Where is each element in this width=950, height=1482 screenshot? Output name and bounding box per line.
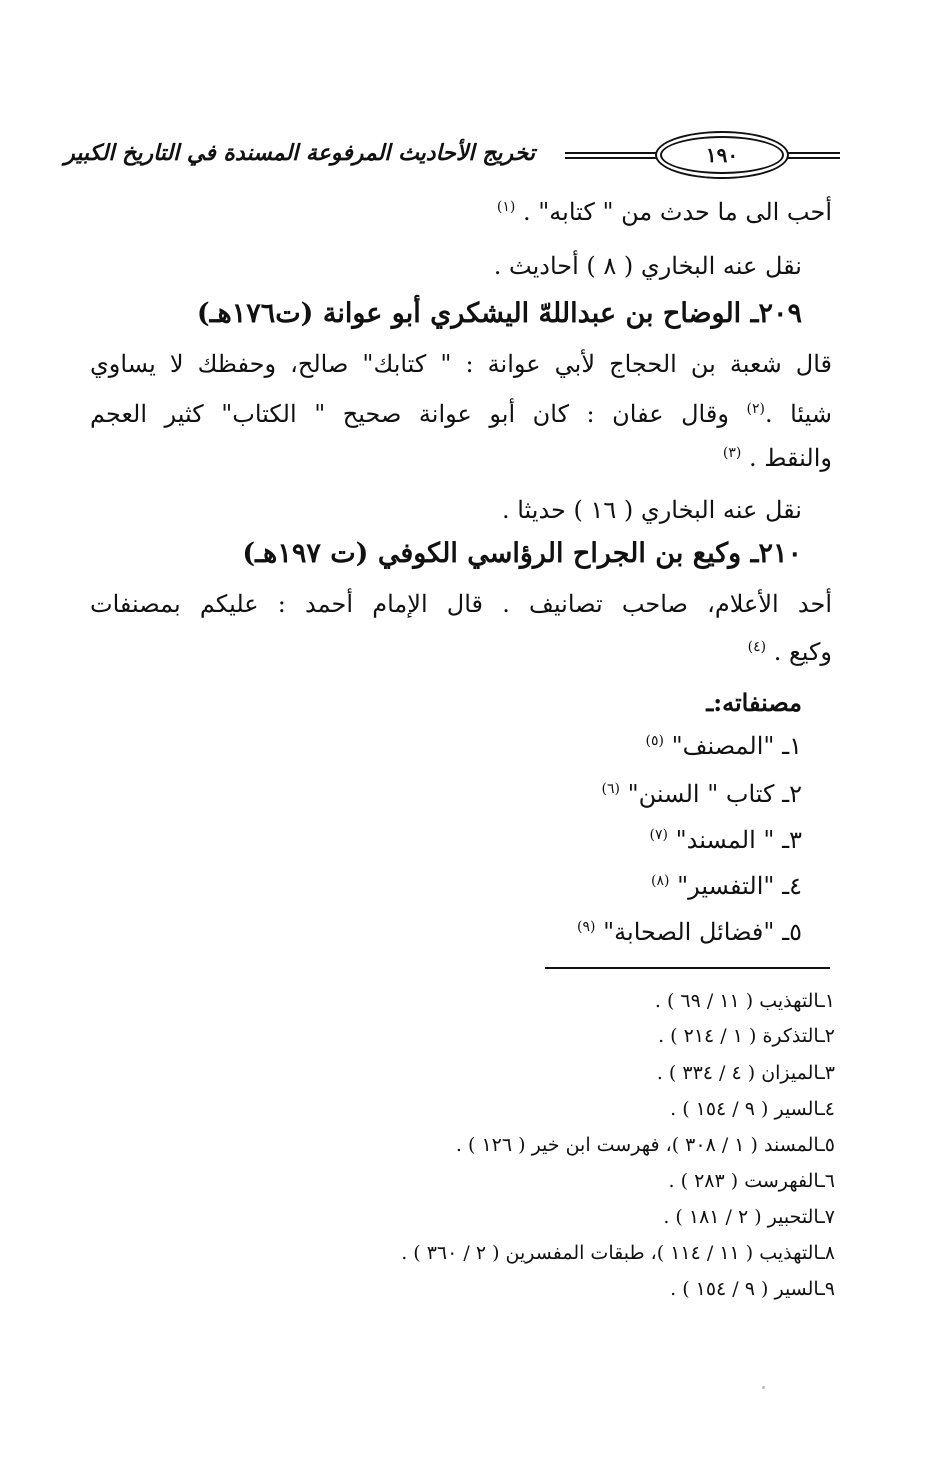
footnote-ref: (٩) [577, 919, 596, 935]
header-rule [785, 157, 840, 159]
header-rule [785, 152, 840, 154]
footnote-ref: (١) [496, 199, 516, 215]
entry-heading: ٢٠٩ـ الوضاح بن عبداللهّ اليشكري أبو عوانة (ت١٧٦هـ) [196, 298, 802, 329]
footnote-ref: (٣) [722, 445, 742, 461]
page-number: ١٩٠ [660, 136, 784, 174]
footnote: ٧ـالتحبير ( ٢ / ١٨١ ) . [663, 1206, 835, 1228]
list-item [651, 872, 802, 900]
footnote: ٦ـالفهرست ( ٢٨٣ ) . [668, 1170, 835, 1192]
footnote: ٥ـالمسند ( ١ / ٣٠٨ )، فهرست ابن خير ( ١٢٦ ) . [455, 1134, 835, 1156]
footnote: ٢ـالتذكرة ( ١ / ٢١٤ ) . [658, 1025, 835, 1047]
body-text: أحب الى ما حدث من " كتابه" . [522, 198, 832, 226]
footnote-ref: (٧) [649, 827, 668, 843]
footnote: ٨ـالتهذيب ( ١١ / ١١٤ )، طبقات المفسرين ( ٢ / ٣٦٠ ) . [401, 1242, 835, 1264]
running-title: تخريج الأحاديث المرفوعة المسندة في التاريخ الكبير [64, 140, 535, 166]
body-line: أحد الأعلام، صاحب تصانيف . قال الإمام أحمد : عليكم بمصنفات [90, 590, 832, 618]
body-line: نقل عنه البخاري ( ٨ ) أحاديث . [493, 252, 802, 280]
works-heading: مصنفاته:ـ [706, 688, 802, 717]
body-line [723, 444, 832, 472]
footnote-ref: (٢) [746, 401, 765, 417]
body-line [497, 198, 832, 226]
footnote: ١ـالتهذيب ( ١١ / ٦٩ ) . [654, 990, 835, 1012]
footnote-ref: (٥) [645, 733, 664, 749]
work-title: ٤ـ "التفسير" [677, 872, 802, 900]
work-title: ٣ـ " المسند" [675, 826, 802, 854]
work-title: ٢ـ كتاب " السنن" [627, 780, 802, 808]
body-line: قال شعبة بن الحجاج لأبي عوانة : " كتابك" صالح، وحفظك لا يساوي [90, 350, 832, 378]
body-line: نقل عنه البخاري ( ١٦ ) حديثا . [501, 496, 802, 524]
body-text: والنقط . [749, 444, 832, 472]
footnote-ref: (٤) [747, 639, 767, 655]
work-title: ٥ـ "فضائل الصحابة" [603, 918, 802, 946]
work-title: ١ـ "المصنف" [671, 732, 802, 760]
body-line [748, 638, 832, 666]
list-item [646, 732, 803, 760]
page-header [64, 130, 840, 180]
footnote: ٤ـالسير ( ٩ / ١٥٤ ) . [670, 1098, 835, 1120]
body-text: وقال عفان : كان أبو عوانة صحيح " الكتاب" كثير العجم [90, 400, 729, 428]
scan-speck [762, 1386, 765, 1389]
footnote-separator [545, 967, 830, 969]
entry-heading: ٢١٠ـ وكيع بن الجراح الرؤاسي الكوفي (ت ١٩٧هـ) [242, 538, 802, 569]
footnote: ٩ـالسير ( ٩ / ١٥٤ ) . [670, 1278, 835, 1300]
footnote: ٣ـالميزان ( ٤ / ٣٣٤ ) . [656, 1062, 835, 1084]
list-item [602, 780, 802, 808]
body-line [90, 400, 832, 428]
footnote-ref: (٨) [651, 873, 670, 889]
body-text: وكيع . [773, 638, 832, 666]
footnote-ref: (٦) [601, 781, 620, 797]
list-item [650, 826, 802, 854]
body-text: شيئا . [764, 400, 833, 428]
list-item [577, 918, 802, 946]
